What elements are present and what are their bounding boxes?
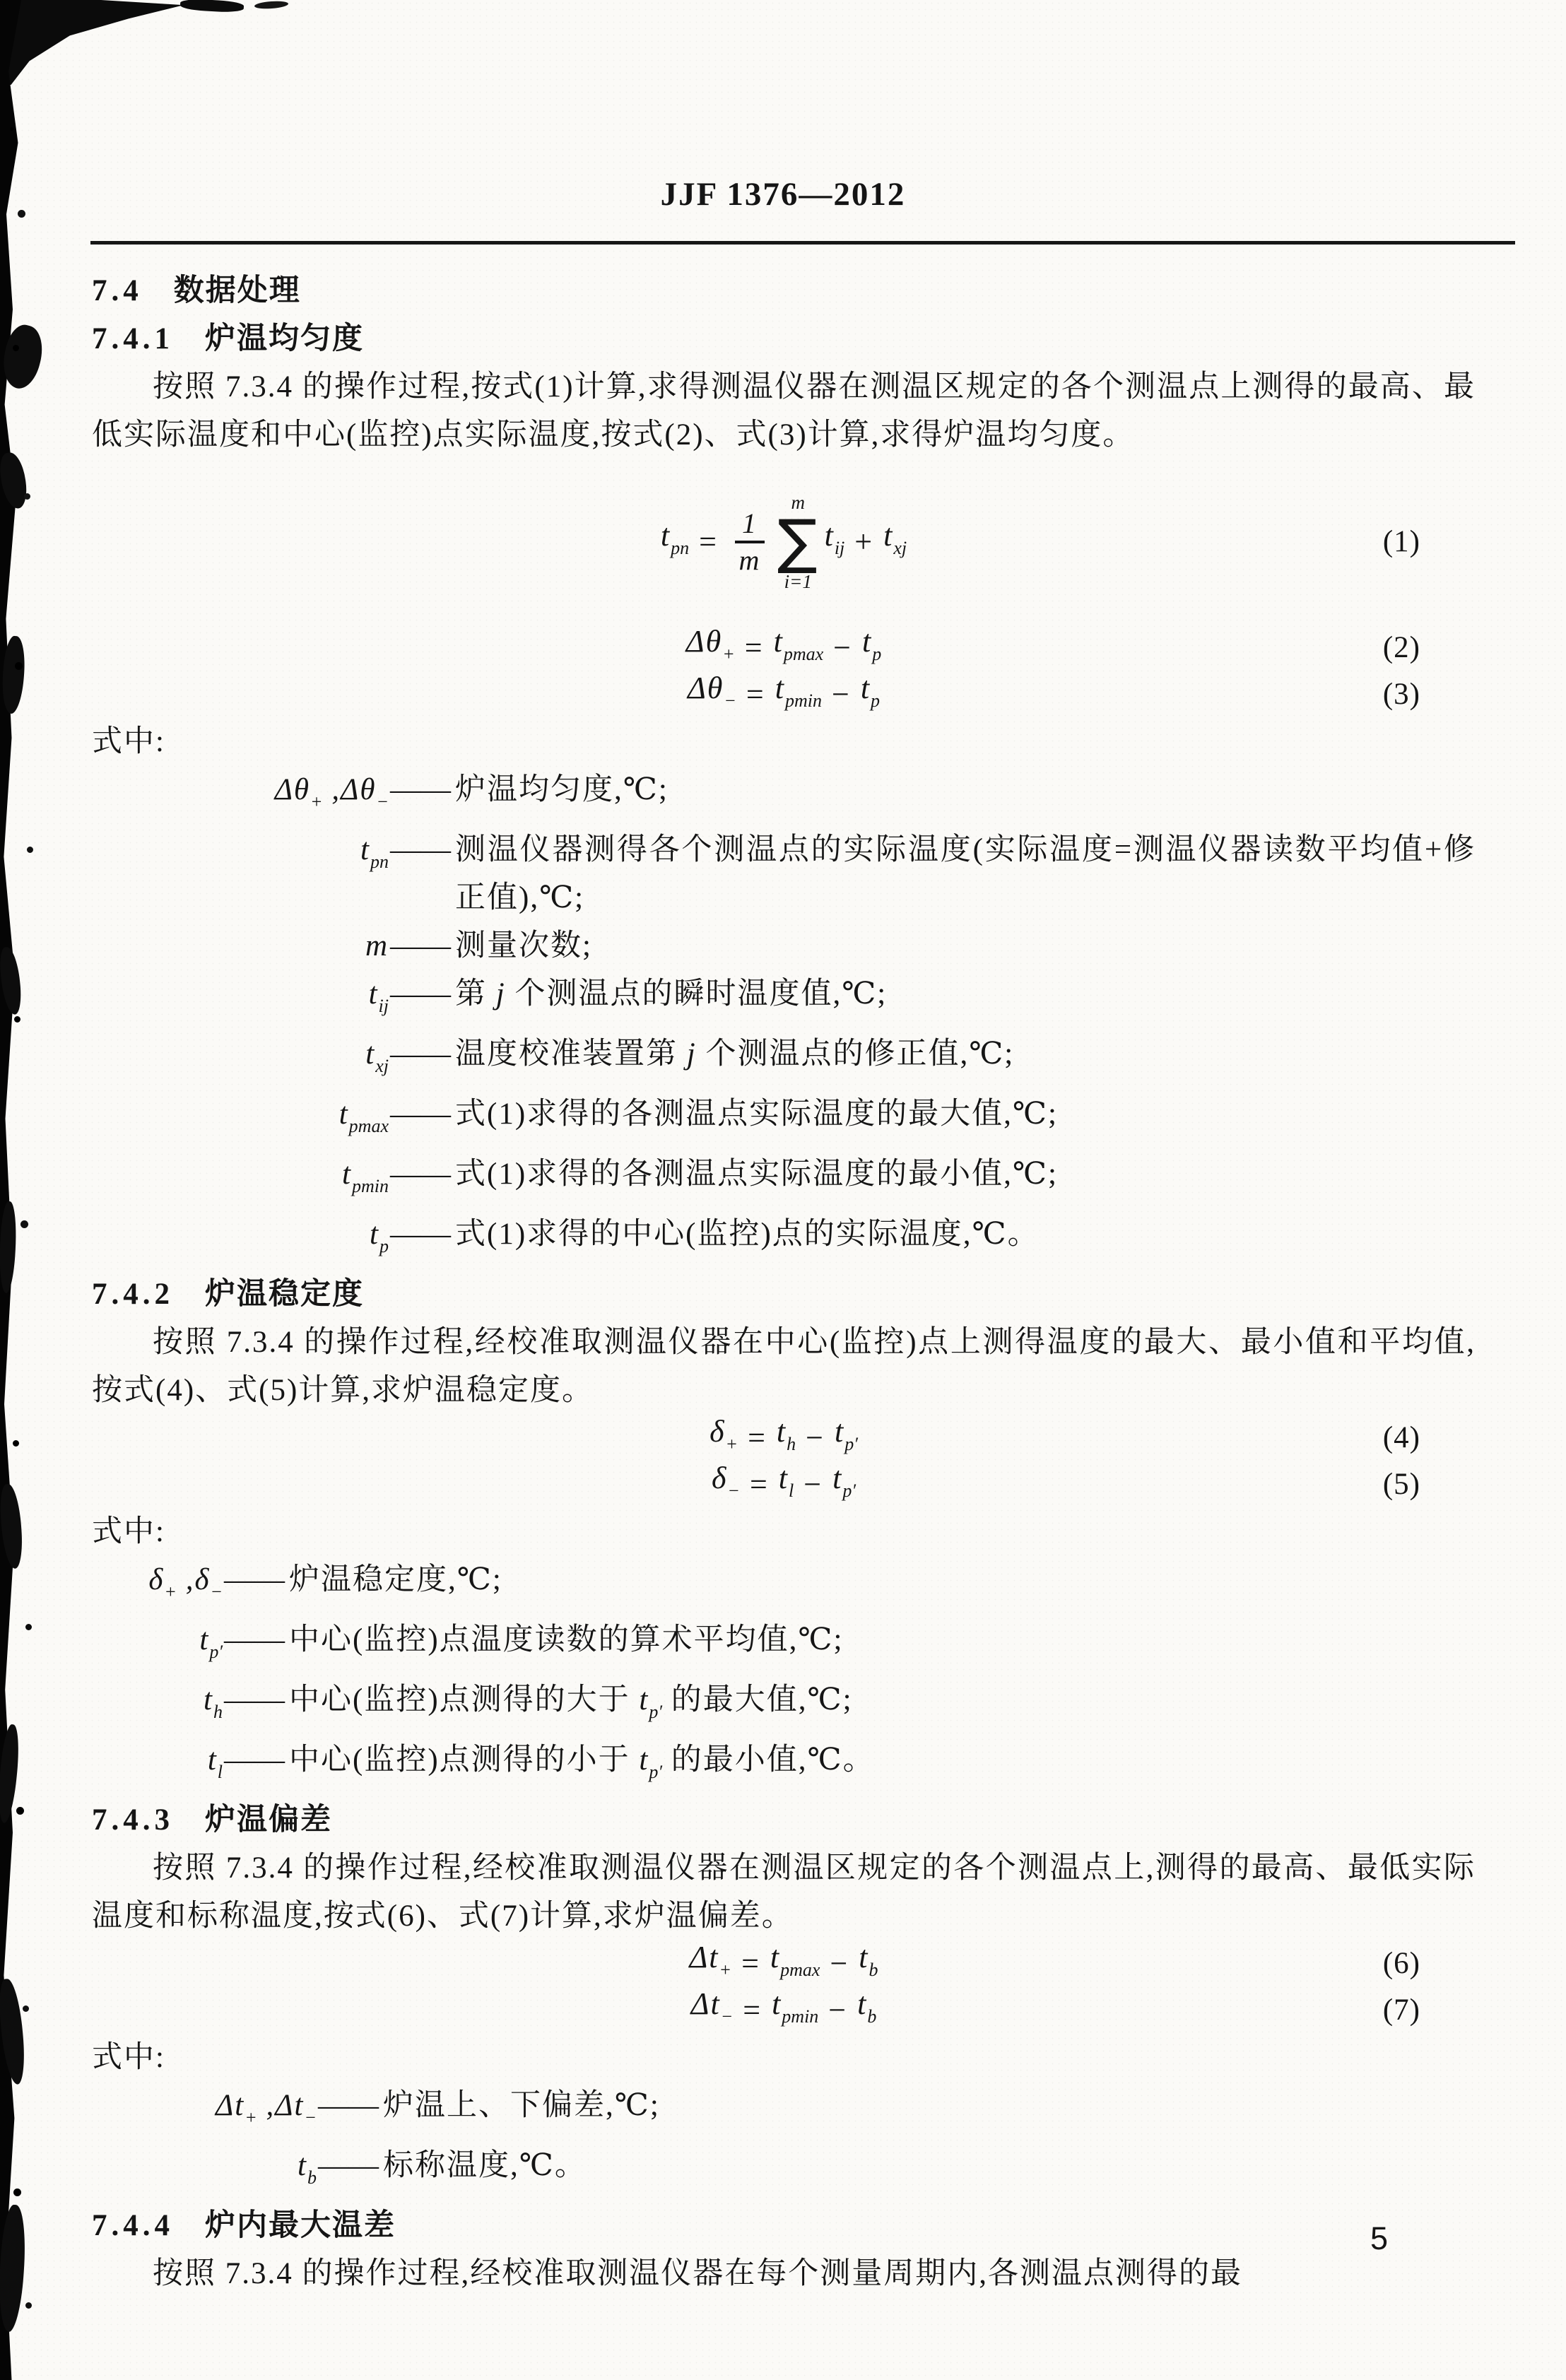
where-label: 式中:: [92, 2041, 165, 2074]
variable: $\Delta t_-$: [690, 1986, 734, 2027]
scan-artifact-smudge: [0, 1201, 18, 1294]
def-dash: ——: [318, 2149, 379, 2182]
equation-number: (2): [1382, 631, 1420, 664]
equation-number: (6): [1382, 1947, 1420, 1980]
def-description: 中心(监控)点测得的大于 $t_{p'}$ 的最大值,℃;: [289, 1683, 853, 1722]
equation-number: (3): [1382, 678, 1420, 711]
def-dash: ——: [224, 1623, 285, 1656]
variable: $t_p$: [860, 671, 881, 711]
where-label: 式中:: [92, 725, 165, 758]
paragraph-7-4-2: 按照 7.3.4 的操作过程,经校准取测温仪器在中心(监控)点上测得温度的最大、最小值和平均值,按式(4)、式(5)计算,求炉温稳定度。: [92, 1326, 1476, 1407]
section-title: 炉温稳定度: [205, 1278, 364, 1311]
paragraph-7-4-1: 按照 7.3.4 的操作过程,按式(1)计算,求得测温仪器在测温区规定的各个测温点上测得的最高、最低实际温度和中心(监控)点实际温度,按式(2)、式(3)计算,求得炉温均匀度。: [92, 370, 1476, 452]
def-term: $t_{p'}$: [199, 1623, 223, 1662]
plus-sign: +: [854, 524, 874, 559]
summation-symbol: m ∑ i=1: [777, 491, 819, 592]
section-number: 7.4.1: [92, 322, 174, 355]
definition-row: [92, 1736, 1476, 1796]
definition-row: [92, 1090, 1476, 1150]
def-dash: ——: [390, 929, 451, 962]
definition-list-743: [92, 2082, 1476, 2202]
section-heading-7-4-2: [92, 1271, 1476, 1319]
definition-row: [92, 1556, 1476, 1616]
document-code: JJF 1376—2012: [660, 176, 906, 213]
definition-row: [92, 922, 1476, 970]
equation-number: (5): [1382, 1468, 1420, 1501]
section-heading-7-4-3: [92, 1796, 1476, 1844]
def-dash: ——: [224, 1563, 285, 1596]
def-description: 温度校准装置第 j 个测温点的修正值,℃;: [455, 1037, 1015, 1071]
equals-sign: =: [699, 524, 718, 559]
def-description: 第 j 个测温点的瞬时温度值,℃;: [455, 977, 888, 1011]
minus-sign: −: [830, 1946, 849, 1981]
definition-row: [92, 970, 1476, 1030]
variable: $t_l$: [778, 1461, 794, 1501]
scan-artifact-corner: [0, 0, 184, 85]
equals-sign: =: [744, 630, 764, 665]
paragraph-7-4-4: 按照 7.3.4 的操作过程,经校准取测温仪器在每个测量周期内,各测温点测得的最: [153, 2257, 1242, 2290]
def-dash: ——: [224, 1743, 285, 1777]
section-title: 炉内最大温差: [205, 2209, 396, 2242]
def-dash: ——: [390, 977, 451, 1011]
scan-artifact-smudge: [254, 0, 289, 9]
variable: $t_h$: [776, 1414, 796, 1454]
definition-row: [92, 826, 1476, 922]
def-dash: ——: [390, 1218, 451, 1251]
def-description: 式(1)求得的各测温点实际温度的最小值,℃;: [455, 1157, 1058, 1191]
variable: $t_p$: [861, 624, 882, 664]
section-heading-7-4-1: [92, 315, 1476, 363]
definition-list-742: [92, 1556, 1476, 1796]
def-term: $t_{xj}$: [365, 1037, 389, 1076]
variable: $t_{pmin}$: [772, 1986, 819, 2027]
equals-sign: =: [741, 1946, 760, 1981]
def-description: 中心(监控)点测得的小于 $t_{p'}$ 的最小值,℃。: [289, 1743, 875, 1782]
def-description: 测量次数;: [455, 929, 592, 962]
equals-sign: =: [749, 1467, 769, 1502]
section-title: 炉温偏差: [205, 1803, 332, 1837]
formula-1-expression: [661, 491, 907, 594]
def-term: m: [365, 929, 389, 962]
variable: $t_{xj}$: [883, 517, 907, 558]
def-dash: ——: [390, 1097, 451, 1131]
definition-row: [92, 2142, 1476, 2202]
minus-sign: −: [831, 677, 851, 712]
section-number: 7.4.3: [92, 1803, 174, 1837]
def-dash: ——: [224, 1683, 285, 1716]
variable: $\delta_+$: [710, 1414, 738, 1454]
section-heading-7-4: [92, 267, 1476, 315]
variable: $t_{pmax}$: [773, 624, 824, 664]
variable: $\Delta t_+$: [689, 1940, 732, 1980]
equals-sign: =: [743, 1993, 763, 2027]
formula-3: [92, 671, 1476, 718]
equation-number: (1): [1382, 525, 1420, 558]
def-term: $t_l$: [207, 1743, 223, 1782]
section-title: 数据处理: [173, 274, 301, 307]
formula-5: [92, 1461, 1476, 1508]
variable: $t_{pmin}$: [775, 671, 822, 711]
def-term: $\Delta t_+$ $,\Delta t_-$: [216, 2089, 317, 2128]
def-description: 炉温上、下偏差,℃;: [383, 2089, 660, 2122]
fraction: $\frac{1}{m}$: [735, 508, 765, 576]
minus-sign: −: [828, 1993, 848, 2027]
def-description: 式(1)求得的各测温点实际温度的最大值,℃;: [455, 1097, 1058, 1131]
section-heading-7-4-4: [92, 2202, 1476, 2250]
minus-sign: −: [833, 630, 852, 665]
def-description: 中心(监控)点温度读数的算术平均值,℃;: [289, 1623, 844, 1656]
def-dash: ——: [390, 833, 451, 866]
equation-number: (4): [1382, 1421, 1420, 1454]
definition-row: [92, 1210, 1476, 1271]
def-description: 炉温稳定度,℃;: [289, 1563, 502, 1596]
variable: $t_b$: [857, 1986, 877, 2027]
minus-sign: −: [803, 1467, 823, 1502]
def-term: $t_h$: [204, 1683, 223, 1722]
def-term: $t_{pmin}$: [342, 1157, 389, 1196]
formula-3-expression: [688, 665, 880, 724]
formula-7-expression: [691, 1981, 877, 2040]
definition-row: [92, 1030, 1476, 1090]
page-header: [0, 175, 1566, 213]
variable: $t_{pmax}$: [770, 1940, 820, 1980]
variable: $\delta_-$: [711, 1461, 740, 1501]
where-label: 式中:: [92, 1515, 165, 1548]
variable: $t_{p'}$: [834, 1414, 858, 1454]
equals-sign: =: [746, 677, 765, 712]
def-term: $t_p$: [370, 1218, 389, 1256]
definition-row: [92, 1616, 1476, 1676]
def-term: $t_{ij}$: [368, 977, 389, 1016]
minus-sign: −: [806, 1420, 825, 1455]
section-number: 7.4.4: [92, 2209, 174, 2242]
def-term: $\Delta\theta_+$ $,\Delta\theta_-$: [274, 773, 389, 812]
definition-list-741: [92, 766, 1476, 1271]
definition-row: [92, 1150, 1476, 1210]
section-number: 7.4: [92, 274, 143, 307]
def-term: $\delta_+$ $,\delta_-$: [148, 1563, 223, 1602]
def-description: 测温仪器测得各个测温点的实际温度(实际温度=测温仪器读数平均值+修正值),℃;: [455, 833, 1476, 914]
scan-artifact-smudge: [180, 0, 245, 13]
formula-7: [92, 1987, 1476, 2034]
scan-artifact-specks: [10, 127, 13, 131]
def-dash: ——: [390, 1157, 451, 1191]
def-dash: ——: [390, 1037, 451, 1071]
variable: $t_{ij}$: [824, 517, 845, 558]
variable: $t_b$: [859, 1940, 878, 1980]
def-term: $t_b$: [298, 2149, 317, 2188]
def-description: 炉温均匀度,℃;: [455, 773, 669, 806]
def-dash: ——: [390, 773, 451, 806]
variable: $\Delta\theta_+$: [685, 624, 735, 664]
definition-row: [92, 2082, 1476, 2142]
variable: $t_{p'}$: [832, 1461, 856, 1501]
def-description: 式(1)求得的中心(监控)点的实际温度,℃。: [455, 1218, 1040, 1251]
equals-sign: =: [748, 1420, 767, 1455]
equation-number: (7): [1382, 1993, 1420, 2027]
section-number: 7.4.2: [92, 1278, 174, 1311]
variable: $t_{pn}$: [660, 517, 690, 558]
definition-row: [92, 1676, 1476, 1736]
formula-1: [92, 464, 1476, 620]
paragraph-7-4-3: 按照 7.3.4 的操作过程,经校准取测温仪器在测温区规定的各个测温点上,测得的最高、最低实际温度和标称温度,按式(6)、式(7)计算,求炉温偏差。: [92, 1851, 1476, 1933]
definition-row: [92, 766, 1476, 826]
def-term: $t_{pn}$: [360, 833, 389, 872]
def-term: $t_{pmax}$: [338, 1097, 389, 1136]
def-description: 标称温度,℃。: [383, 2149, 587, 2182]
page-number: 5: [1370, 2220, 1388, 2256]
section-title: 炉温均匀度: [205, 322, 364, 355]
document-body: [92, 267, 1476, 2298]
header-divider: [90, 241, 1515, 245]
variable: $\Delta\theta_-$: [687, 671, 736, 711]
formula-5-expression: [712, 1455, 856, 1514]
def-dash: ——: [318, 2089, 379, 2122]
